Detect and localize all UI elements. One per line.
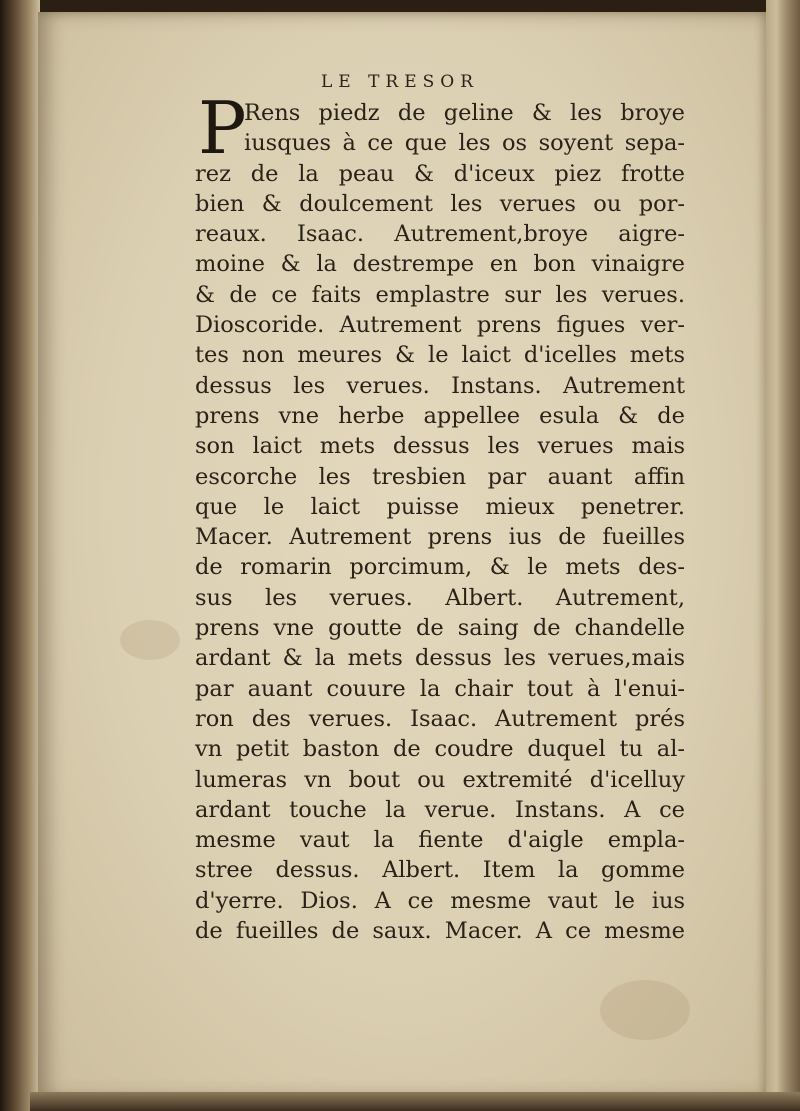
text-line: dessus les verues. Instans. Autrement — [195, 372, 685, 399]
text-line: Dioscoride. Autrement prens figues ver- — [195, 312, 685, 339]
text-line: ron des verues. Isaac. Autrement prés — [195, 705, 685, 732]
text-line: iusques à ce que les os soyent sepa- — [244, 130, 685, 157]
text-line: par auant couure la chair tout à l'enui- — [195, 675, 685, 702]
text-line: prens vne goutte de saing de chandelle — [195, 615, 685, 642]
text-line: Macer. Autrement prens ius de fueilles — [195, 524, 685, 551]
text-line: mesme vaut la fiente d'aigle empla- — [195, 827, 685, 854]
text-line: rez de la peau & d'iceux piez frotte — [195, 160, 685, 187]
text-line: son laict mets dessus les verues mais — [195, 433, 685, 460]
indented-lines — [244, 98, 685, 159]
body-text — [195, 159, 685, 947]
text-line: lumeras vn bout ou extremité d'icelluy — [195, 766, 685, 793]
text-line: reaux. Isaac. Autrement,broye aigre- — [195, 221, 685, 248]
text-line: vn petit baston de coudre duquel tu al- — [195, 736, 685, 763]
text-line: de romarin porcimum, & le mets des- — [195, 554, 685, 581]
text-line: ardant & la mets dessus les verues,mais — [195, 645, 685, 672]
text-line: prens vne herbe appellee esula & de — [195, 402, 685, 429]
page-bottom-edge — [30, 1092, 800, 1111]
running-header: LE TRESOR — [320, 72, 480, 92]
page-fore-edge — [766, 0, 800, 1111]
text-line: de fueilles de saux. Macer. A ce mesme — [195, 918, 685, 945]
text-line: moine & la destrempe en bon vinaigre — [195, 251, 685, 278]
paper-stain — [600, 980, 690, 1040]
text-line: & de ce faits emplastre sur les verues. — [195, 281, 685, 308]
text-line: que le laict puisse mieux penetrer. — [195, 493, 685, 520]
text-line: bien & doulcement les verues ou por- — [195, 190, 685, 217]
text-line: d'yerre. Dios. A ce mesme vaut le ius — [195, 887, 685, 914]
text-line: stree dessus. Albert. Item la gomme — [195, 857, 685, 884]
text-line: ardant touche la verue. Instans. A ce — [195, 796, 685, 823]
text-line: sus les verues. Albert. Autrement, — [195, 584, 685, 611]
paper-stain — [120, 620, 180, 660]
text-line: Rens piedz de geline & les broye — [244, 100, 685, 126]
drop-cap: P — [198, 86, 247, 170]
text-line: tes non meures & le laict d'icelles mets — [195, 342, 685, 369]
book-gutter — [0, 0, 40, 1111]
text-line: escorche les tresbien par auant affin — [195, 463, 685, 490]
